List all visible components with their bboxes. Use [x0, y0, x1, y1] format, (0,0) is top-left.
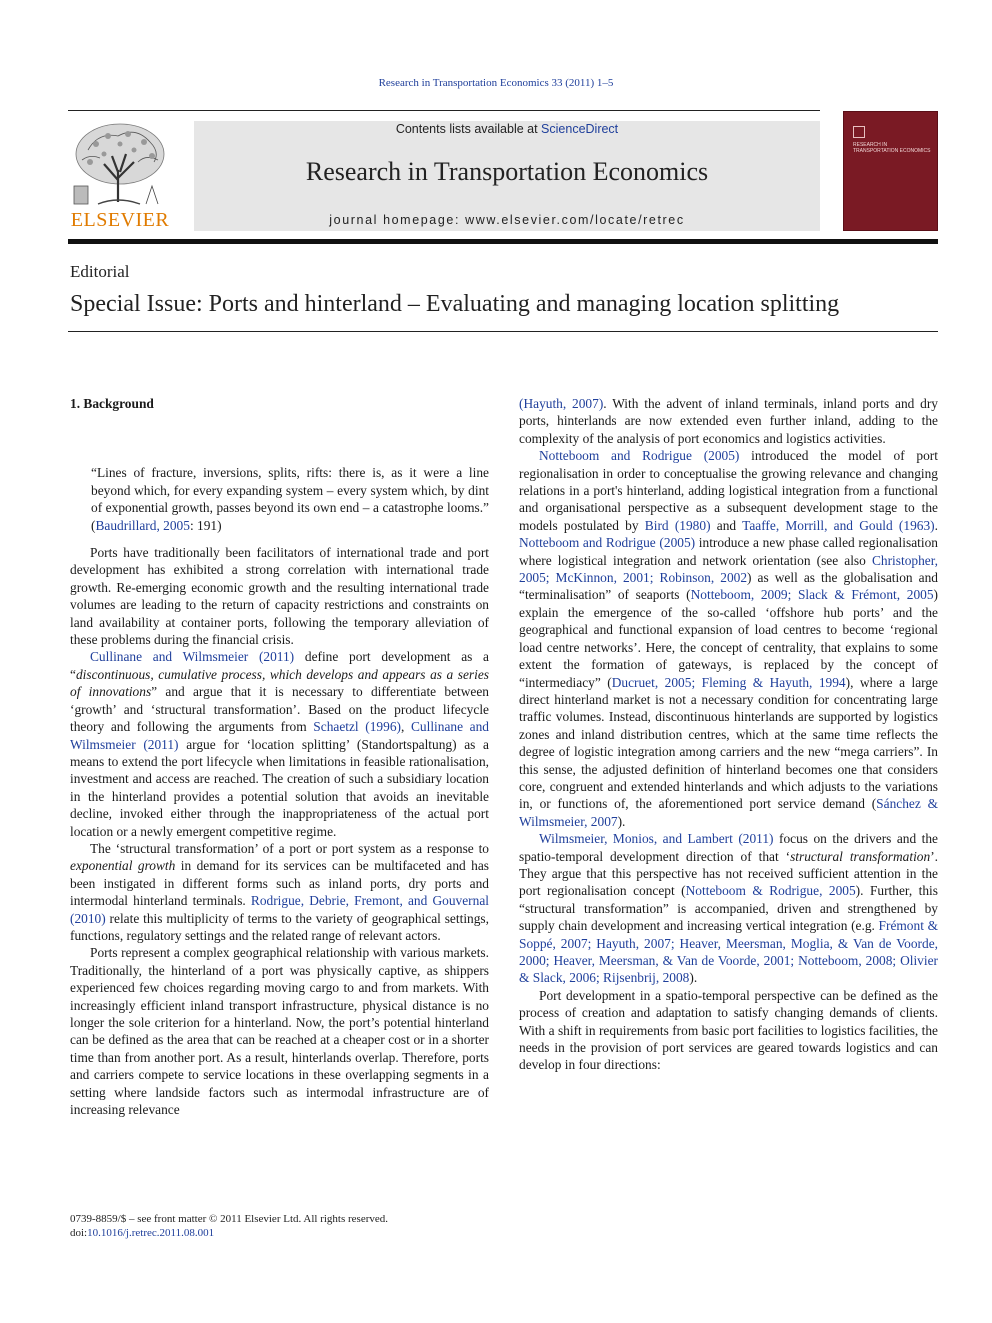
footer	[70, 1212, 388, 1240]
text-run: ’. They argue that this perspective has not received sufficient attention in the port regionalisation concept (	[519, 848, 938, 899]
ref-link[interactable]: Taaffe, Morrill, and Gould (1963)	[742, 517, 935, 533]
paragraph: Ports represent a complex geographical relationship with various markets. Traditionally, the hinterland of a port was physically captive, as shippers experienced few choices regarding moving cargo to and from markets. With increasingly efficient inland transport infrastructure, physical distance is no longer the sole criterion for a hinterland. Now, the port’s potential hinterland can be defined as the area that can be reached at a cheaper cost or in a shorter time than from another port. As a result, hinterlands overlap. Therefore, ports and carriers compete to service locations in these overlapping segments in a setting where landside factors such as intermodal infrastructure are of increasing relevance	[70, 945, 489, 1118]
homepage-prefix: journal homepage:	[329, 213, 466, 227]
text-run: .	[934, 517, 938, 533]
paragraph: Port development in a spatio-temporal perspective can be defined as the process of creation and adaptation to satisfy changing demands of clients. With a shift in requirements from basic port facilities to logistics facilities, the needs in the provision of port services are geared towards logistics and can develop in four directions:	[519, 987, 938, 1073]
ref-link[interactable]: Notteboom, 2009; Slack & Frémont, 2005	[690, 587, 934, 603]
paragraph	[519, 395, 938, 447]
paragraph	[70, 648, 489, 839]
right-column	[519, 395, 938, 1074]
text-run: . With the advent of inland terminals, inland ports and dry ports, hinterlands are now extended even further inland, adding to the complexity of the analysis of port economics and logistics activities.	[519, 396, 938, 446]
text-run: ).	[617, 813, 626, 829]
ref-link[interactable]: (Hayuth, 2007)	[519, 396, 604, 411]
text-run: ), where a large direct hinterland market is not a necessary condition for concentrating large traffic volumes. Instead, discontinuous hinterlands are supported by logistics zones and inland distribution centres, which at the same time reflects the degree of logistic integration among carriers and the new “mega carriers”. In this sense, the adjusted definition of hinterland becomes one that considers core, congruent and extended hinterlands and which adjusts to the variations in, or functions of, the aforementioned port service demand (	[519, 674, 938, 812]
title-rule	[68, 331, 938, 332]
ref-link[interactable]: Notteboom and Rodrigue (2005)	[519, 535, 696, 551]
homepage-link[interactable]: www.elsevier.com/locate/retrec	[465, 213, 685, 227]
section-heading: 1. Background	[70, 396, 154, 411]
section-label: Editorial	[70, 262, 130, 281]
ref-link[interactable]: Cullinane and Wilmsmeier (2011)	[70, 719, 489, 752]
quote-tail: : 191)	[189, 517, 222, 533]
text-run: ,	[400, 719, 411, 735]
ref-link[interactable]: Wilmsmeier, Monios, and Lambert (2011)	[539, 831, 774, 847]
text-emphasis: exponential growth	[70, 858, 176, 874]
text-run: ).	[689, 970, 698, 986]
issn-line: 0739-8859/$ – see front matter © 2011 Elsevier Ltd. All rights reserved.	[70, 1213, 389, 1225]
homepage-line	[194, 213, 820, 227]
ref-link[interactable]: Schaetzl (1996)	[313, 719, 401, 735]
ref-link[interactable]: Baudrillard, 2005	[95, 517, 190, 533]
contents-line	[194, 122, 820, 136]
epigraph-quote	[91, 464, 489, 534]
ref-link[interactable]: Christopher, 2005; McKinnon, 2001; Robinson, 2002	[519, 552, 938, 586]
paragraph	[519, 830, 938, 987]
text-run: focus on the drivers and the spatio-temporal development direction of that ‘	[519, 831, 938, 864]
contents-prefix: Contents lists available at	[395, 122, 542, 136]
ref-link[interactable]: Rodrigue, Debrie, Fremont, and Gouvernal (2010)	[70, 893, 489, 926]
text-run: introduced the model of port regionalisation in order to conceptualise the growing relevance and changing relations in a port's hinterland, adding logistical integration from a functional and organisational perspective as a subsequent development stage to the models postulated by	[519, 448, 938, 533]
text-emphasis: discontinuous, cumulative process, which develops and appears as a series of innovations	[70, 666, 489, 700]
ref-link[interactable]: Ducruet, 2005; Fleming & Hayuth, 1994	[611, 674, 846, 690]
text-run: and	[710, 517, 743, 533]
doi-prefix: doi:	[70, 1227, 88, 1239]
top-rule	[68, 110, 820, 111]
text-run: relate this multiplicity of terms to the variety of geographical settings, functions, regulatory settings and the related range of relevant actors.	[70, 910, 489, 943]
text-run: ) explain the emergence of the so-called ‘offshore hub ports’ and the geographical and functional expansion of load centres to become ‘regional load centre networks’. Here, the concept of centrality, that explains to some extent the formation of gateways, is replaced by the concept of “intermediacy” (	[519, 587, 939, 690]
text-run: in demand for its services can be multifaceted and has been instigated in different forms such as inland ports, dry ports and intermodal hinterland terminals.	[70, 858, 489, 909]
ref-link[interactable]: Frémont & Soppé, 2007; Hayuth, 2007; Heaver, Meersman, Moglia, & Van de Voorde, 2000; Heaver, Meersman, & Van de Voorde, 2001; Notteboom, 2008; Olivier & Slack, 2006; Rijsenbrij, 2008	[519, 918, 939, 986]
doi-line	[70, 1226, 388, 1240]
text-emphasis: structural transformation	[790, 848, 931, 864]
header-rule	[68, 239, 938, 244]
paragraph	[70, 840, 489, 944]
journal-banner	[194, 121, 820, 231]
quote-text: “Lines of fracture, inversions, splits, rifts: there is, as it were a line beyond which, for every expanding system – every system which, by dint of exponential growth, passes beyond its own end – a catastrophe looms.” (	[91, 465, 489, 533]
journal-cover-thumbnail[interactable]	[843, 111, 938, 231]
ref-link[interactable]: Sánchez & Wilmsmeier, 2007	[519, 796, 938, 829]
ref-link[interactable]: Bird (1980)	[644, 517, 711, 533]
text-run: argue for ‘location splitting’ (Standortspaltung) as a means to extend the port lifecycle when limitations in feasible rationalisation, investment and access are reached. The creation of such a subsidiary location in the hinterland provides a potential solution that avoids an inevitable decline, invoked either through the inappropriateness of the actual port location or a newly emergent competitive regime.	[70, 736, 489, 839]
text-run: ). Further, this “structural transformation” is accompanied, driven and strengthened by supply chain development and increasing vertical integration (e.g.	[519, 883, 938, 934]
elsevier-tree-icon	[68, 120, 172, 208]
sciencedirect-link[interactable]: ScienceDirect	[541, 122, 619, 136]
journal-name: Research in Transportation Economics	[305, 157, 709, 186]
text-run: The ‘structural transformation’ of a port or port system as a response to	[90, 840, 489, 856]
ref-link[interactable]: Cullinane and Wilmsmeier (2011)	[90, 649, 295, 665]
paragraph	[519, 447, 938, 830]
text-run: define port development as a “	[70, 649, 489, 682]
doi-link[interactable]: 10.1016/j.retrec.2011.08.001	[87, 1227, 215, 1239]
left-column	[70, 395, 489, 1118]
elsevier-wordmark: ELSEVIER	[70, 209, 170, 231]
paragraph: Ports have traditionally been facilitators of international trade and port development has exhibited a strong correlation with international trade growth. Re-emerging economic growth and the resulting international trade volumes are leading to the return of capacity restrictions and constraints on land availability at container ports, following the temporary alleviation of these problems during the financial crisis.	[70, 545, 489, 648]
article-title: Special Issue: Ports and hinterland – Evaluating and managing location splitting	[70, 291, 840, 317]
cover-title: RESEARCH IN TRANSPORTATION ECONOMICS	[853, 142, 931, 154]
text-run: ” and argue that it is necessary to differentiate between ‘growth’ and ‘structural transformation’. Based on the product lifecycle theory and following the arguments from	[70, 684, 489, 735]
text-run: ) as well as the globalisation and “terminalisation” of seaports (	[519, 570, 938, 603]
journal-citation[interactable]: Research in Transportation Economics 33 (2011) 1–5	[378, 77, 614, 89]
ref-link[interactable]: Notteboom & Rodrigue, 2005	[685, 883, 856, 899]
elsevier-logo	[68, 120, 172, 232]
cover-logo-icon	[853, 126, 865, 138]
ref-link[interactable]: Notteboom and Rodrigue (2005)	[539, 448, 740, 464]
text-run: introduce a new phase called regionalisation where logistical integration and network orientation (see also	[519, 535, 938, 568]
